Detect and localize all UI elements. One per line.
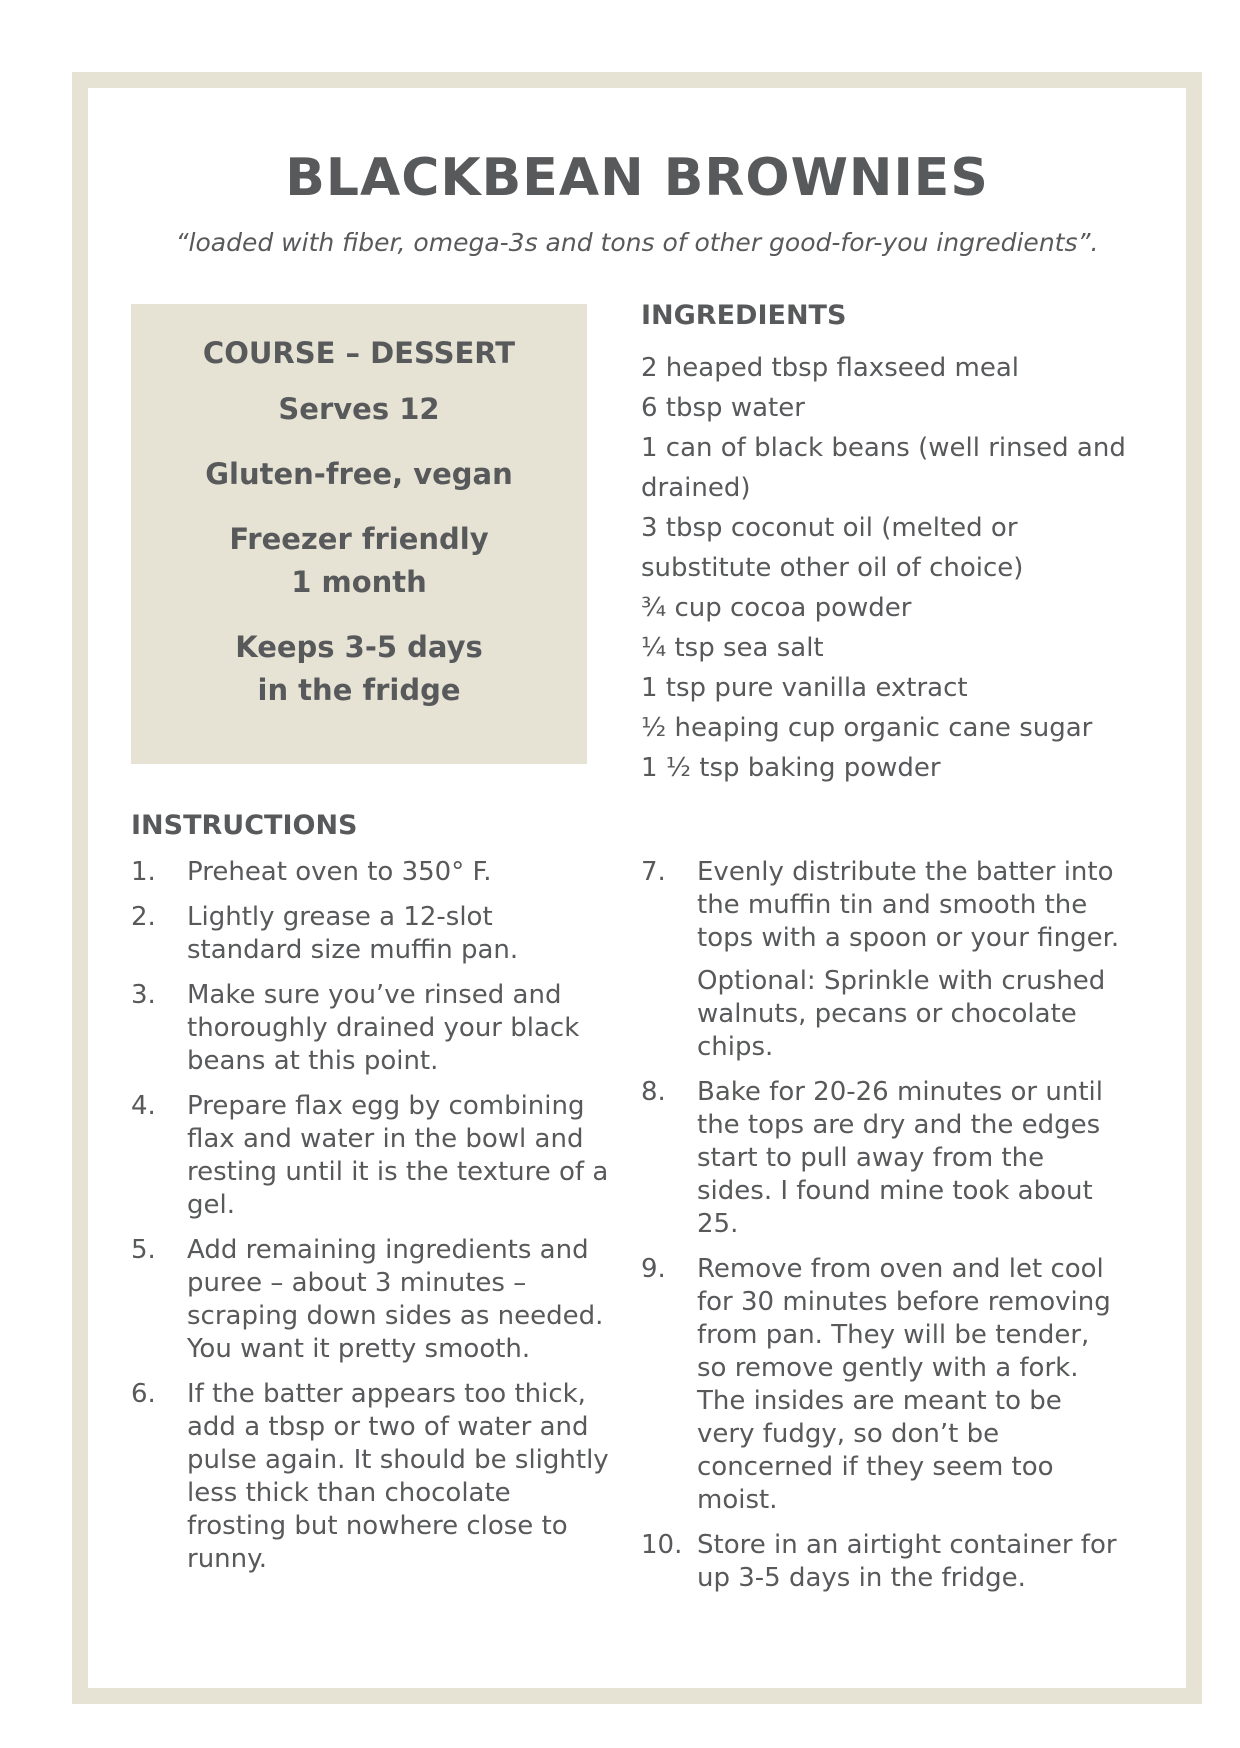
instruction-step (131, 901, 611, 967)
info-box (131, 304, 587, 764)
ingredient-item: ½ heaping cup organic cane sugar (641, 713, 1093, 743)
keeps-line-2: in the fridge (257, 673, 461, 707)
instruction-step (641, 1253, 1121, 1517)
ingredient-item: 1 ½ tsp baking powder (641, 753, 941, 783)
ingredient-item: 6 tbsp water (641, 393, 805, 423)
ingredient-item: 1 tsp pure vanilla extract (641, 673, 968, 703)
step-number: 10. (641, 1530, 683, 1560)
instructions-list-left (131, 856, 611, 1588)
step-number: 8. (641, 1077, 666, 1107)
ingredient-item: 1 can of black beans (well rinsed and drained) (641, 433, 1126, 503)
step-text: Lightly grease a 12-slot standard size muffin pan. (187, 902, 519, 965)
step-text: Make sure you’ve rinsed and thoroughly drained your black beans at this point. (187, 980, 580, 1076)
instruction-step (641, 1529, 1121, 1595)
step-text: Bake for 20-26 minutes or until the tops are dry and the edges start to pull away from the sides. I found mine took about 25. (697, 1077, 1103, 1239)
recipe-card (72, 72, 1202, 1704)
instruction-step (131, 1234, 611, 1366)
instruction-step (131, 1090, 611, 1222)
ingredient-item: ¼ tsp sea salt (641, 633, 824, 663)
step-number: 1. (131, 857, 156, 887)
step-number: 5. (131, 1235, 156, 1265)
step-number: 4. (131, 1091, 156, 1121)
ingredient-item: ¾ cup cocoa powder (641, 593, 912, 623)
instruction-step (131, 856, 611, 889)
step-number: 7. (641, 857, 666, 887)
instructions-list-right (641, 856, 1121, 1607)
freezer-line-2: 1 month (291, 565, 427, 599)
step-number: 2. (131, 902, 156, 932)
ingredient-item: 3 tbsp coconut oil (melted or substitute other oil of choice) (641, 513, 1024, 583)
step-number: 6. (131, 1379, 156, 1409)
instruction-step (641, 856, 1121, 1064)
instructions-heading: INSTRUCTIONS (131, 810, 358, 841)
keeps-line-1: Keeps 3-5 days (235, 630, 483, 664)
course-label: COURSE – DESSERT (202, 336, 516, 370)
step-text: Add remaining ingredients and puree – about 3 minutes – scraping down sides as needed. You want it pretty smooth. (187, 1235, 604, 1364)
ingredient-item: 2 heaped tbsp flaxseed meal (641, 353, 1019, 383)
step-text: If the batter appears too thick, add a tbsp or two of water and pulse again. It should be slightly less thick than chocolate frosting but nowhere close to runny. (187, 1379, 609, 1574)
keeps-label (131, 626, 587, 712)
step-text: Prepare flax egg by combining flax and water in the bowl and resting until it is the texture of a gel. (187, 1091, 609, 1220)
freezer-line-1: Freezer friendly (229, 522, 489, 556)
instruction-step (131, 1378, 611, 1576)
freezer-label (131, 518, 587, 604)
step-text: Evenly distribute the batter into the muffin tin and smooth the tops with a spoon or your finger. (697, 857, 1120, 953)
step-text: Store in an airtight container for up 3-5 days in the fridge. (697, 1530, 1117, 1593)
step-number: 3. (131, 980, 156, 1010)
ingredients-heading: INGREDIENTS (641, 300, 847, 331)
instruction-step (641, 1076, 1121, 1241)
ingredients-list (641, 348, 1141, 788)
instruction-step (131, 979, 611, 1078)
step-note: Optional: Sprinkle with crushed walnuts, pecans or chocolate chips. (697, 966, 1106, 1062)
serves-label: Serves 12 (278, 392, 440, 426)
step-number: 9. (641, 1254, 666, 1284)
recipe-subtitle: “loaded with fiber, omega-3s and tons of other good-for-you ingredients”. (175, 228, 1099, 257)
step-text: Preheat oven to 350° F. (187, 857, 492, 887)
recipe-title: BLACKBEAN BROWNIES (285, 148, 989, 208)
diet-label: Gluten-free, vegan (205, 457, 513, 491)
step-text: Remove from oven and let cool for 30 minutes before removing from pan. They will be tender, so remove gently with a fork. The insides are meant to be very fudgy, so don’t be concerned if they seem too moist. (697, 1254, 1111, 1515)
